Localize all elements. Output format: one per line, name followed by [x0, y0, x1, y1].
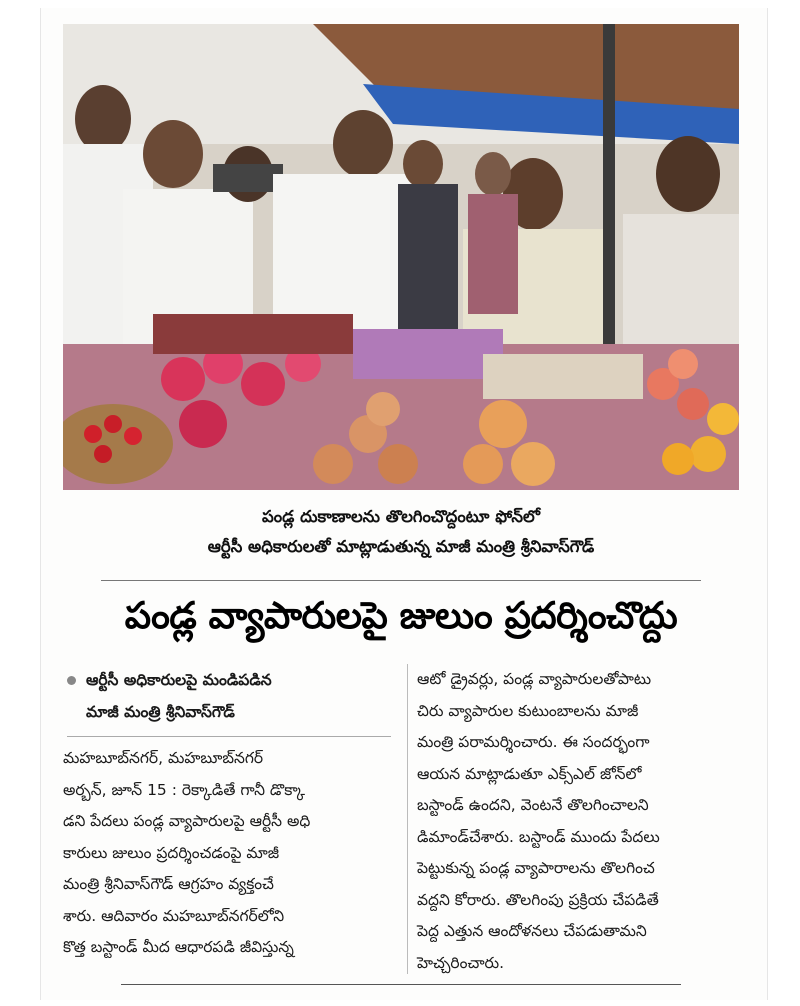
text-line: మంత్రి పరామర్శించారు. ఈ సందర్భంగా: [417, 733, 650, 751]
subheading-line: మాజీ మంత్రి శ్రీనివాస్‌గౌడ్: [86, 703, 235, 721]
column-divider: [407, 664, 408, 974]
text-line: మహబూబ్‌నగర్, మహబూబ్‌నగర్: [63, 749, 264, 767]
text-line: పెద్ద ఎత్తున ఆందోళనలు చేపడుతామని: [417, 922, 647, 940]
bottom-divider: [121, 984, 681, 985]
text-line: ఆటో డ్రైవర్లు, పండ్ల వ్యాపారులతోపాటు: [417, 670, 652, 688]
text-line: కొత్త బస్టాండ్ మీద ఆధారపడి జీవిస్తున్న: [63, 938, 294, 956]
bullet-icon: [67, 676, 76, 685]
subheading-line: ఆర్టీసీ అధికారులపై మండిపడిన: [86, 671, 272, 689]
right-body: [417, 664, 739, 979]
subheading-text: [86, 664, 272, 728]
text-line: మంత్రి శ్రీనివాస్‌గౌడ్ ఆగ్రహం వ్యక్తంచే: [63, 875, 274, 893]
divider: [67, 736, 391, 737]
photo-caption: [63, 502, 739, 562]
text-line: బస్టాండ్ ఉందని, వెంటనే తొలగించాలని: [417, 796, 649, 814]
text-line: హెచ్చరించారు.: [417, 953, 505, 972]
newspaper-clipping: [40, 8, 768, 1000]
text-line: డని పేదలు పండ్ల వ్యాపారులపై ఆర్టీసీ అధి: [63, 812, 311, 830]
text-line: పెట్టుకున్న పండ్ల వ్యాపారాలను తొలగించ: [417, 859, 655, 877]
text-line: అర్బన్, జూన్ 15 : రెక్కాడితే గానీ డొక్కా: [63, 780, 306, 799]
text-line: కారులు జులుం ప్రదర్శించడంపై మాజీ: [63, 843, 280, 862]
left-column: [63, 664, 395, 964]
headline: పండ్ల వ్యాపారులపై జులుం ప్రదర్శించొద్దు: [124, 594, 678, 637]
caption-line-1: పండ్ల దుకాణాలను తొలగించొద్దంటూ ఫోన్‌లో: [262, 507, 540, 526]
caption-line-2: ఆర్టీసీ అధికారులతో మాట్లాడుతున్న మాజీ మంత్రి శ్రీనివాస్‌గౌడ్: [207, 537, 595, 556]
text-line: ఆయన మాట్లాడుతూ ఎక్స్‌ఎల్ జోన్‌లో: [417, 764, 642, 783]
text-line: వద్దని కోరారు. తొలగింపు ప్రక్రియ చేపడితే: [417, 890, 659, 909]
right-column: [417, 664, 739, 979]
photo-icon: [63, 24, 739, 490]
divider: [101, 580, 701, 581]
text-line: చిరు వ్యాపారుల కుటుంబాలను మాజీ: [417, 701, 639, 720]
text-line: డిమాండ్‌చేశారు. బస్టాండ్ ముందు పేదలు: [417, 827, 660, 846]
subheading-bullet: [67, 664, 395, 728]
text-line: శారు. ఆదివారం మహబూబ్‌నగర్‌లోని: [63, 906, 285, 925]
left-body: [63, 743, 395, 964]
news-photo: [63, 24, 739, 490]
